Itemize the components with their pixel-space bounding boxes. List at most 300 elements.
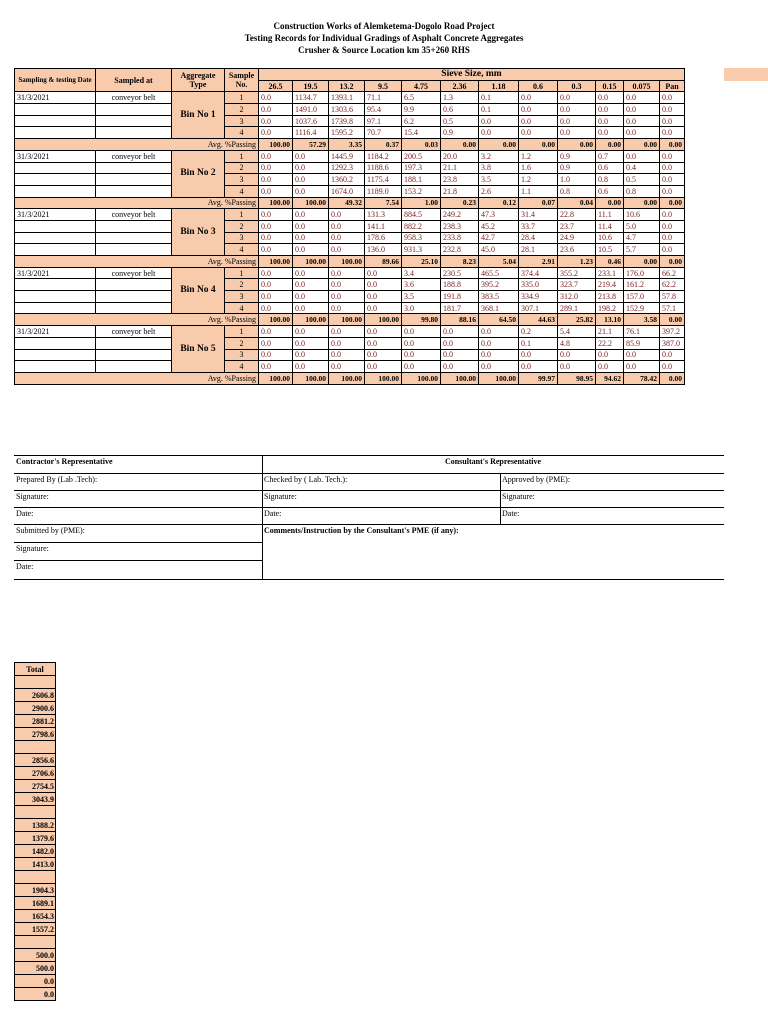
avg-passing-label: Avg. %Passing — [15, 314, 259, 326]
retained-weight-cell: 1292.3 — [329, 162, 365, 174]
retained-weight-cell: 0.0 — [624, 349, 660, 361]
retained-weight-cell: 0.0 — [596, 115, 624, 127]
retained-weight-cell: 0.0 — [365, 349, 402, 361]
retained-weight-cell: 465.5 — [479, 267, 519, 279]
sample-row — [15, 232, 685, 244]
retained-weight-cell: 152.9 — [624, 302, 660, 314]
retained-weight-cell: 0.0 — [558, 104, 596, 116]
empty-date-cell — [15, 291, 96, 303]
retained-weight-cell: 200.5 — [402, 150, 441, 162]
total-weight-cell: 0.0 — [15, 975, 56, 988]
avg-passing-value: 0.00 — [479, 139, 519, 151]
retained-weight-cell: 6.2 — [402, 115, 441, 127]
avg-passing-value: 13.10 — [596, 314, 624, 326]
avg-passing-row — [15, 256, 685, 268]
avg-passing-value: 0.00 — [660, 314, 685, 326]
retained-weight-cell: 11.4 — [596, 220, 624, 232]
retained-weight-cell: 0.0 — [596, 92, 624, 104]
retained-weight-cell: 178.6 — [365, 232, 402, 244]
retained-weight-cell: 1595.2 — [329, 127, 365, 139]
signature-row-1 — [14, 473, 724, 484]
retained-weight-cell: 307.1 — [519, 302, 558, 314]
total-weight-cell: 2754.5 — [15, 780, 56, 793]
sieve-size-header: 2.36 — [441, 80, 479, 92]
totals-spacer-row — [15, 741, 56, 754]
retained-weight-cell: 1116.4 — [293, 127, 329, 139]
retained-weight-cell: 1.2 — [519, 174, 558, 186]
avg-passing-label: Avg. %Passing — [15, 372, 259, 384]
retained-weight-cell: 0.8 — [596, 174, 624, 186]
retained-weight-cell: 0.0 — [624, 127, 660, 139]
total-weight-cell: 1904.3 — [15, 884, 56, 897]
col-header-sampled-at: Sampled at — [96, 69, 172, 92]
retained-weight-cell: 1037.6 — [293, 115, 329, 127]
retained-weight-cell: 0.0 — [259, 232, 293, 244]
total-weight-cell: 1482.0 — [15, 845, 56, 858]
retained-weight-cell: 1175.4 — [365, 174, 402, 186]
totals-spacer-cell — [15, 741, 56, 754]
retained-weight-cell: 0.0 — [519, 349, 558, 361]
avg-passing-value: 0.00 — [596, 197, 624, 209]
retained-weight-cell: 0.0 — [259, 361, 293, 373]
retained-weight-cell: 0.5 — [624, 174, 660, 186]
total-weight-cell: 0.0 — [15, 988, 56, 1001]
retained-weight-cell: 10.6 — [596, 232, 624, 244]
retained-weight-cell: 0.0 — [441, 361, 479, 373]
avg-passing-value: 100.00 — [293, 314, 329, 326]
retained-weight-cell: 23.7 — [558, 220, 596, 232]
retained-weight-cell: 0.0 — [329, 244, 365, 256]
sampled-at: conveyor belt — [96, 92, 172, 104]
totals-row — [15, 884, 56, 897]
retained-weight-cell: 0.0 — [329, 267, 365, 279]
retained-weight-cell: 0.0 — [329, 337, 365, 349]
retained-weight-cell: 0.0 — [329, 279, 365, 291]
retained-weight-cell: 0.0 — [259, 349, 293, 361]
checked-by-label: Checked by ( Lab. Tech.): — [264, 475, 348, 484]
sieve-size-header: 19.5 — [293, 80, 329, 92]
sieve-size-header: 1.18 — [479, 80, 519, 92]
retained-weight-cell: 219.4 — [596, 279, 624, 291]
avg-passing-value: 100.00 — [329, 256, 365, 268]
sampling-date: 31/3/2021 — [15, 209, 96, 221]
retained-weight-cell: 0.0 — [660, 185, 685, 197]
retained-weight-cell: 0.0 — [660, 220, 685, 232]
avg-passing-value: 98.95 — [558, 372, 596, 384]
retained-weight-cell: 131.3 — [365, 209, 402, 221]
retained-weight-cell: 0.0 — [293, 291, 329, 303]
checked-signature-label: Signature: — [264, 492, 297, 501]
header-fill-strip — [724, 68, 768, 81]
empty-date-cell — [15, 185, 96, 197]
grading-table — [14, 68, 685, 385]
avg-passing-row — [15, 139, 685, 151]
retained-weight-cell: 9.9 — [402, 104, 441, 116]
retained-weight-cell: 323.7 — [558, 279, 596, 291]
totals-row — [15, 858, 56, 871]
avg-passing-value: 0.07 — [519, 197, 558, 209]
sample-row — [15, 279, 685, 291]
retained-weight-cell: 1.2 — [519, 150, 558, 162]
sieve-size-header: 0.15 — [596, 80, 624, 92]
retained-weight-cell: 0.0 — [293, 220, 329, 232]
retained-weight-cell: 0.0 — [660, 92, 685, 104]
sample-row — [15, 337, 685, 349]
avg-passing-value: 0.00 — [624, 197, 660, 209]
retained-weight-cell: 884.5 — [402, 209, 441, 221]
empty-date-cell — [15, 244, 96, 256]
retained-weight-cell: 1.0 — [558, 174, 596, 186]
totals-table — [14, 662, 56, 1001]
avg-passing-value: 99.80 — [402, 314, 441, 326]
totals-row — [15, 923, 56, 936]
retained-weight-cell: 0.0 — [441, 349, 479, 361]
avg-passing-value: 49.32 — [329, 197, 365, 209]
avg-passing-label: Avg. %Passing — [15, 197, 259, 209]
retained-weight-cell: 232.8 — [441, 244, 479, 256]
approved-date-label: Date: — [502, 509, 520, 518]
empty-sampled-at-cell — [96, 337, 172, 349]
retained-weight-cell: 0.0 — [293, 150, 329, 162]
retained-weight-cell: 45.2 — [479, 220, 519, 232]
retained-weight-cell: 0.0 — [365, 337, 402, 349]
aggregate-type: Bin No 2 — [172, 150, 225, 197]
retained-weight-cell: 233.1 — [596, 267, 624, 279]
sample-row — [15, 115, 685, 127]
avg-passing-value: 0.00 — [624, 256, 660, 268]
retained-weight-cell: 0.0 — [596, 361, 624, 373]
totals-row — [15, 897, 56, 910]
sample-row — [15, 361, 685, 373]
retained-weight-cell: 0.0 — [329, 302, 365, 314]
retained-weight-cell: 0.0 — [329, 209, 365, 221]
checked-date-label: Date: — [264, 509, 282, 518]
empty-date-cell — [15, 115, 96, 127]
retained-weight-cell: 10.5 — [596, 244, 624, 256]
retained-weight-cell: 0.0 — [441, 326, 479, 338]
total-weight-cell: 2798.6 — [15, 728, 56, 741]
totals-row — [15, 832, 56, 845]
avg-passing-value: 0.00 — [558, 139, 596, 151]
retained-weight-cell: 0.0 — [479, 127, 519, 139]
retained-weight-cell: 0.0 — [259, 267, 293, 279]
retained-weight-cell: 191.8 — [441, 291, 479, 303]
empty-sampled-at-cell — [96, 302, 172, 314]
avg-passing-value: 0.00 — [660, 139, 685, 151]
retained-weight-cell: 0.0 — [259, 92, 293, 104]
retained-weight-cell: 0.0 — [365, 291, 402, 303]
col-header-sieve-size: Sieve Size, mm — [259, 69, 685, 81]
sample-number: 4 — [225, 302, 259, 314]
retained-weight-cell: 931.3 — [402, 244, 441, 256]
totals-spacer-cell — [15, 806, 56, 819]
sampling-date: 31/3/2021 — [15, 326, 96, 338]
retained-weight-cell: 1739.8 — [329, 115, 365, 127]
sampled-at: conveyor belt — [96, 326, 172, 338]
avg-passing-value: 0.46 — [596, 256, 624, 268]
retained-weight-cell: 1189.0 — [365, 185, 402, 197]
retained-weight-cell: 0.0 — [293, 267, 329, 279]
retained-weight-cell: 57.1 — [660, 302, 685, 314]
retained-weight-cell: 0.0 — [259, 220, 293, 232]
signature-row-2 — [14, 490, 724, 501]
retained-weight-cell: 0.0 — [660, 162, 685, 174]
retained-weight-cell: 15.4 — [402, 127, 441, 139]
totals-row — [15, 728, 56, 741]
avg-passing-value: 7.54 — [365, 197, 402, 209]
retained-weight-cell: 85.9 — [624, 337, 660, 349]
avg-passing-value: 100.00 — [259, 197, 293, 209]
retained-weight-cell: 0.0 — [624, 92, 660, 104]
retained-weight-cell: 0.0 — [558, 127, 596, 139]
totals-row — [15, 988, 56, 1001]
retained-weight-cell: 0.9 — [558, 162, 596, 174]
sample-row — [15, 150, 685, 162]
retained-weight-cell: 11.1 — [596, 209, 624, 221]
retained-weight-cell: 22.2 — [596, 337, 624, 349]
prepared-signature-label: Signature: — [16, 492, 49, 501]
prepared-by-label: Prepared By (Lab .Tech): — [16, 475, 98, 484]
report-title: Construction Works of Alemketema-Dogolo Road Project — [273, 21, 495, 31]
empty-sampled-at-cell — [96, 279, 172, 291]
retained-weight-cell: 368.1 — [479, 302, 519, 314]
retained-weight-cell: 0.0 — [660, 150, 685, 162]
empty-sampled-at-cell — [96, 349, 172, 361]
retained-weight-cell: 374.4 — [519, 267, 558, 279]
retained-weight-cell: 0.6 — [441, 104, 479, 116]
sample-number: 4 — [225, 361, 259, 373]
report-location: Crusher & Source Location km 35+260 RHS — [298, 45, 470, 55]
retained-weight-cell: 0.0 — [259, 302, 293, 314]
avg-passing-value: 8.23 — [441, 256, 479, 268]
comments-label: Comments/Instruction by the Consultant's PME (if any): — [264, 526, 459, 535]
totals-spacer-cell — [15, 871, 56, 884]
retained-weight-cell: 5.0 — [624, 220, 660, 232]
retained-weight-cell: 3.5 — [402, 291, 441, 303]
retained-weight-cell: 0.0 — [660, 174, 685, 186]
total-weight-cell: 1413.0 — [15, 858, 56, 871]
avg-passing-value: 0.00 — [624, 139, 660, 151]
retained-weight-cell: 76.1 — [624, 326, 660, 338]
retained-weight-cell: 233.8 — [441, 232, 479, 244]
col-header-sample-no: Sample No. — [225, 69, 259, 92]
retained-weight-cell: 0.0 — [293, 232, 329, 244]
empty-date-cell — [15, 174, 96, 186]
retained-weight-cell: 0.0 — [558, 349, 596, 361]
retained-weight-cell: 0.0 — [441, 337, 479, 349]
sieve-size-header: 0.6 — [519, 80, 558, 92]
retained-weight-cell: 0.0 — [624, 115, 660, 127]
empty-sampled-at-cell — [96, 244, 172, 256]
total-weight-cell: 3043.9 — [15, 793, 56, 806]
total-weight-cell: 500.0 — [15, 962, 56, 975]
sample-row — [15, 174, 685, 186]
sample-row — [15, 349, 685, 361]
empty-sampled-at-cell — [96, 115, 172, 127]
retained-weight-cell: 0.0 — [519, 361, 558, 373]
empty-date-cell — [15, 104, 96, 116]
retained-weight-cell: 0.0 — [365, 361, 402, 373]
totals-row — [15, 962, 56, 975]
sample-number: 1 — [225, 92, 259, 104]
retained-weight-cell: 1674.0 — [329, 185, 365, 197]
retained-weight-cell: 0.0 — [519, 115, 558, 127]
retained-weight-cell: 0.0 — [293, 209, 329, 221]
retained-weight-cell: 4.7 — [624, 232, 660, 244]
avg-passing-value: 100.00 — [441, 372, 479, 384]
signature-divider-approved — [500, 473, 501, 524]
totals-spacer-cell — [15, 936, 56, 949]
retained-weight-cell: 188.1 — [402, 174, 441, 186]
retained-weight-cell: 21.1 — [596, 326, 624, 338]
retained-weight-cell: 0.0 — [293, 279, 329, 291]
avg-passing-value: 0.12 — [479, 197, 519, 209]
aggregate-type: Bin No 4 — [172, 267, 225, 314]
retained-weight-cell: 0.0 — [293, 185, 329, 197]
retained-weight-cell: 0.0 — [519, 104, 558, 116]
retained-weight-cell: 387.0 — [660, 337, 685, 349]
sample-number: 2 — [225, 279, 259, 291]
total-weight-cell: 1689.1 — [15, 897, 56, 910]
retained-weight-cell: 6.5 — [402, 92, 441, 104]
retained-weight-cell: 0.0 — [402, 337, 441, 349]
retained-weight-cell: 97.1 — [365, 115, 402, 127]
retained-weight-cell: 71.1 — [365, 92, 402, 104]
sieve-size-header: 4.75 — [402, 80, 441, 92]
retained-weight-cell: 0.0 — [259, 209, 293, 221]
retained-weight-cell: 0.4 — [624, 162, 660, 174]
retained-weight-cell: 0.0 — [660, 244, 685, 256]
retained-weight-cell: 1188.6 — [365, 162, 402, 174]
empty-sampled-at-cell — [96, 220, 172, 232]
retained-weight-cell: 0.0 — [402, 349, 441, 361]
sieve-size-header: 26.5 — [259, 80, 293, 92]
retained-weight-cell: 57.8 — [660, 291, 685, 303]
retained-weight-cell: 21.8 — [441, 185, 479, 197]
avg-passing-value: 100.00 — [365, 372, 402, 384]
sampling-date: 31/3/2021 — [15, 267, 96, 279]
signature-divider-main — [262, 456, 263, 579]
signature-row-3 — [14, 507, 724, 518]
retained-weight-cell: 0.0 — [660, 349, 685, 361]
sample-number: 4 — [225, 185, 259, 197]
totals-spacer-row — [15, 871, 56, 884]
retained-weight-cell: 0.0 — [624, 361, 660, 373]
retained-weight-cell: 230.5 — [441, 267, 479, 279]
avg-passing-value: 89.66 — [365, 256, 402, 268]
retained-weight-cell: 21.1 — [441, 162, 479, 174]
retained-weight-cell: 0.0 — [660, 361, 685, 373]
totals-row — [15, 793, 56, 806]
sample-number: 1 — [225, 326, 259, 338]
avg-passing-value: 100.00 — [293, 197, 329, 209]
total-weight-cell: 2606.8 — [15, 689, 56, 702]
retained-weight-cell: 62.2 — [660, 279, 685, 291]
avg-passing-value: 44.63 — [519, 314, 558, 326]
retained-weight-cell: 45.0 — [479, 244, 519, 256]
retained-weight-cell: 0.0 — [660, 104, 685, 116]
submitted-signature-label: Signature: — [16, 544, 49, 553]
retained-weight-cell: 0.0 — [402, 326, 441, 338]
approved-by-label: Approved by (PME): — [502, 475, 570, 484]
signature-row-4 — [14, 524, 724, 535]
retained-weight-cell: 0.0 — [479, 361, 519, 373]
retained-weight-cell: 3.4 — [402, 267, 441, 279]
contractor-rep-heading: Contractor's Representative — [16, 457, 113, 466]
avg-passing-value: 100.00 — [259, 314, 293, 326]
avg-passing-value: 100.00 — [479, 372, 519, 384]
empty-date-cell — [15, 220, 96, 232]
retained-weight-cell: 289.1 — [558, 302, 596, 314]
totals-header: Total — [15, 663, 56, 676]
retained-weight-cell: 0.9 — [441, 127, 479, 139]
retained-weight-cell: 0.0 — [624, 150, 660, 162]
total-weight-cell: 1654.3 — [15, 910, 56, 923]
retained-weight-cell: 882.2 — [402, 220, 441, 232]
avg-passing-row — [15, 197, 685, 209]
retained-weight-cell: 0.0 — [596, 127, 624, 139]
retained-weight-cell: 355.2 — [558, 267, 596, 279]
totals-spacer-row — [15, 936, 56, 949]
sample-row — [15, 104, 685, 116]
avg-passing-value: 1.00 — [402, 197, 441, 209]
retained-weight-cell: 3.6 — [402, 279, 441, 291]
retained-weight-cell: 0.0 — [660, 127, 685, 139]
sample-number: 1 — [225, 150, 259, 162]
avg-passing-value: 88.16 — [441, 314, 479, 326]
consultant-rep-heading: Consultant's Representative — [444, 457, 542, 466]
retained-weight-cell: 0.0 — [329, 326, 365, 338]
empty-sampled-at-cell — [96, 232, 172, 244]
retained-weight-cell: 0.0 — [660, 232, 685, 244]
retained-weight-cell: 0.0 — [259, 174, 293, 186]
retained-weight-cell: 0.0 — [293, 349, 329, 361]
empty-date-cell — [15, 232, 96, 244]
sieve-size-header: 0.075 — [624, 80, 660, 92]
sample-row — [15, 326, 685, 338]
retained-weight-cell: 0.1 — [519, 337, 558, 349]
retained-weight-cell: 20.0 — [441, 150, 479, 162]
signature-row-5 — [14, 542, 262, 553]
sample-row — [15, 162, 685, 174]
sample-number: 3 — [225, 174, 259, 186]
sample-row — [15, 291, 685, 303]
avg-passing-label: Avg. %Passing — [15, 139, 259, 151]
retained-weight-cell: 1303.6 — [329, 104, 365, 116]
retained-weight-cell: 0.6 — [596, 162, 624, 174]
sampled-at: conveyor belt — [96, 150, 172, 162]
avg-passing-value: 100.00 — [259, 372, 293, 384]
sample-number: 2 — [225, 104, 259, 116]
retained-weight-cell: 0.0 — [329, 291, 365, 303]
retained-weight-cell: 1393.1 — [329, 92, 365, 104]
retained-weight-cell: 0.0 — [329, 232, 365, 244]
retained-weight-cell: 141.1 — [365, 220, 402, 232]
retained-weight-cell: 2.6 — [479, 185, 519, 197]
sampled-at: conveyor belt — [96, 267, 172, 279]
retained-weight-cell: 0.0 — [293, 337, 329, 349]
empty-sampled-at-cell — [96, 104, 172, 116]
sample-number: 2 — [225, 220, 259, 232]
retained-weight-cell: 1134.7 — [293, 92, 329, 104]
retained-weight-cell: 0.0 — [660, 209, 685, 221]
retained-weight-cell: 3.2 — [479, 150, 519, 162]
totals-row — [15, 780, 56, 793]
retained-weight-cell: 0.2 — [519, 326, 558, 338]
retained-weight-cell: 153.2 — [402, 185, 441, 197]
total-weight-cell: 1557.2 — [15, 923, 56, 936]
signature-block — [14, 455, 724, 580]
